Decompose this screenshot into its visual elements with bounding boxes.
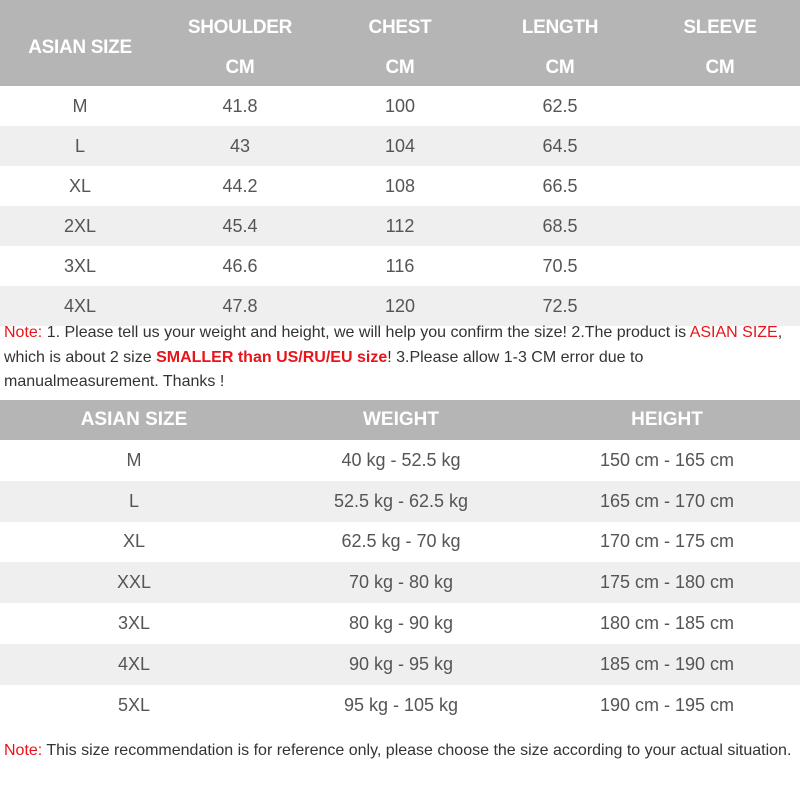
header-chest: CHEST (368, 17, 432, 38)
table-row (0, 481, 800, 522)
header-asian-size: ASIAN SIZE (80, 409, 188, 430)
table-cell: 45.4 (222, 215, 258, 236)
reference-note (4, 738, 796, 763)
table-cell: L (74, 135, 85, 156)
measurement-table (0, 0, 800, 326)
table-cell: M (126, 449, 142, 470)
table-row (0, 603, 800, 644)
table-cell: 70 kg - 80 kg (348, 572, 454, 593)
table-cell: XXL (116, 572, 152, 593)
recommendation-table-body (0, 440, 800, 726)
size-note (4, 321, 796, 395)
table-cell: 95 kg - 105 kg (343, 694, 459, 715)
table-cell: 112 (385, 215, 415, 236)
table-row (0, 246, 800, 286)
table-cell: 43 (229, 135, 251, 156)
table-cell: 120 (384, 295, 416, 316)
table-cell: 104 (384, 135, 416, 156)
note-text-part2: , which is about 2 size (4, 324, 783, 366)
table-cell: 100 (384, 95, 416, 116)
table-cell: 70.5 (542, 255, 578, 276)
table-cell: 62.5 (542, 95, 578, 116)
table-cell: 47.8 (222, 295, 258, 316)
table-cell: 44.2 (222, 175, 258, 196)
table-cell: 68.5 (542, 215, 578, 236)
header-sleeve-unit: CM (705, 57, 735, 78)
table-cell: 90 kg - 95 kg (348, 653, 454, 674)
table-cell: XL (68, 175, 92, 196)
table-row (0, 644, 800, 685)
table-row (0, 126, 800, 166)
table-row (0, 86, 800, 126)
table-cell: 185 cm - 190 cm (599, 653, 735, 674)
header-shoulder: SHOULDER (187, 17, 293, 38)
table-cell: 116 (385, 255, 415, 276)
table-row (0, 522, 800, 563)
table-row (0, 166, 800, 206)
header-length-unit: CM (545, 57, 575, 78)
table-cell: 46.6 (222, 255, 258, 276)
table-cell: 66.5 (542, 175, 578, 196)
header-shoulder-unit: CM (225, 57, 255, 78)
table-row (0, 206, 800, 246)
table-cell: 3XL (63, 255, 97, 276)
table-cell: 64.5 (542, 135, 578, 156)
note-smaller-warning: SMALLER than US/RU/EU size (156, 348, 388, 366)
header-weight: WEIGHT (363, 409, 439, 430)
note-text-part1: 1. Please tell us your weight and height, we will help you confirm the size! 2.The product is (42, 324, 690, 341)
table-cell: 2XL (63, 215, 97, 236)
table-cell: 40 kg - 52.5 kg (341, 449, 461, 470)
header-height: HEIGHT (631, 409, 703, 430)
table-cell: 80 kg - 90 kg (348, 613, 454, 634)
table-cell: 175 cm - 180 cm (599, 572, 735, 593)
table-cell: XL (122, 531, 146, 552)
table-cell: 165 cm - 170 cm (599, 490, 735, 511)
table-cell: M (72, 95, 88, 116)
table-cell: 52.5 kg - 62.5 kg (333, 490, 469, 511)
note-text-part3: ! 3.Please allow 1-3 CM error due to manualmeasurement. Thanks ! (4, 348, 644, 390)
table-row (0, 440, 800, 481)
table-cell: 62.5 kg - 70 kg (341, 531, 461, 552)
table-cell: 108 (384, 175, 416, 196)
header-length: LENGTH (521, 17, 599, 38)
recommendation-table-header (0, 400, 800, 440)
recommendation-table (0, 400, 800, 726)
note-text: This size recommendation is for reference only, please choose the size according to your actual situation. (42, 742, 792, 759)
table-cell: 5XL (117, 694, 151, 715)
header-chest-unit: CM (385, 57, 415, 78)
note-asian-size: ASIAN SIZE (689, 324, 778, 341)
note-label: Note: (4, 742, 43, 759)
table-row (0, 685, 800, 726)
table-cell: 180 cm - 185 cm (599, 613, 735, 634)
table-cell: 4XL (63, 295, 97, 316)
table-cell: 170 cm - 175 cm (599, 531, 735, 552)
header-asian-size: ASIAN SIZE (28, 37, 132, 58)
note-label: Note: (4, 324, 43, 341)
table-row (0, 562, 800, 603)
table-cell: 190 cm - 195 cm (599, 694, 735, 715)
table-cell: 72.5 (542, 295, 578, 316)
table-cell: L (128, 490, 139, 511)
table-cell: 4XL (117, 653, 151, 674)
header-sleeve: SLEEVE (683, 17, 757, 38)
table-cell: 150 cm - 165 cm (599, 449, 735, 470)
measurement-table-body (0, 86, 800, 326)
table-row (0, 286, 800, 326)
measurement-table-header (0, 0, 800, 86)
table-cell: 41.8 (222, 95, 258, 116)
table-cell: 3XL (117, 613, 151, 634)
